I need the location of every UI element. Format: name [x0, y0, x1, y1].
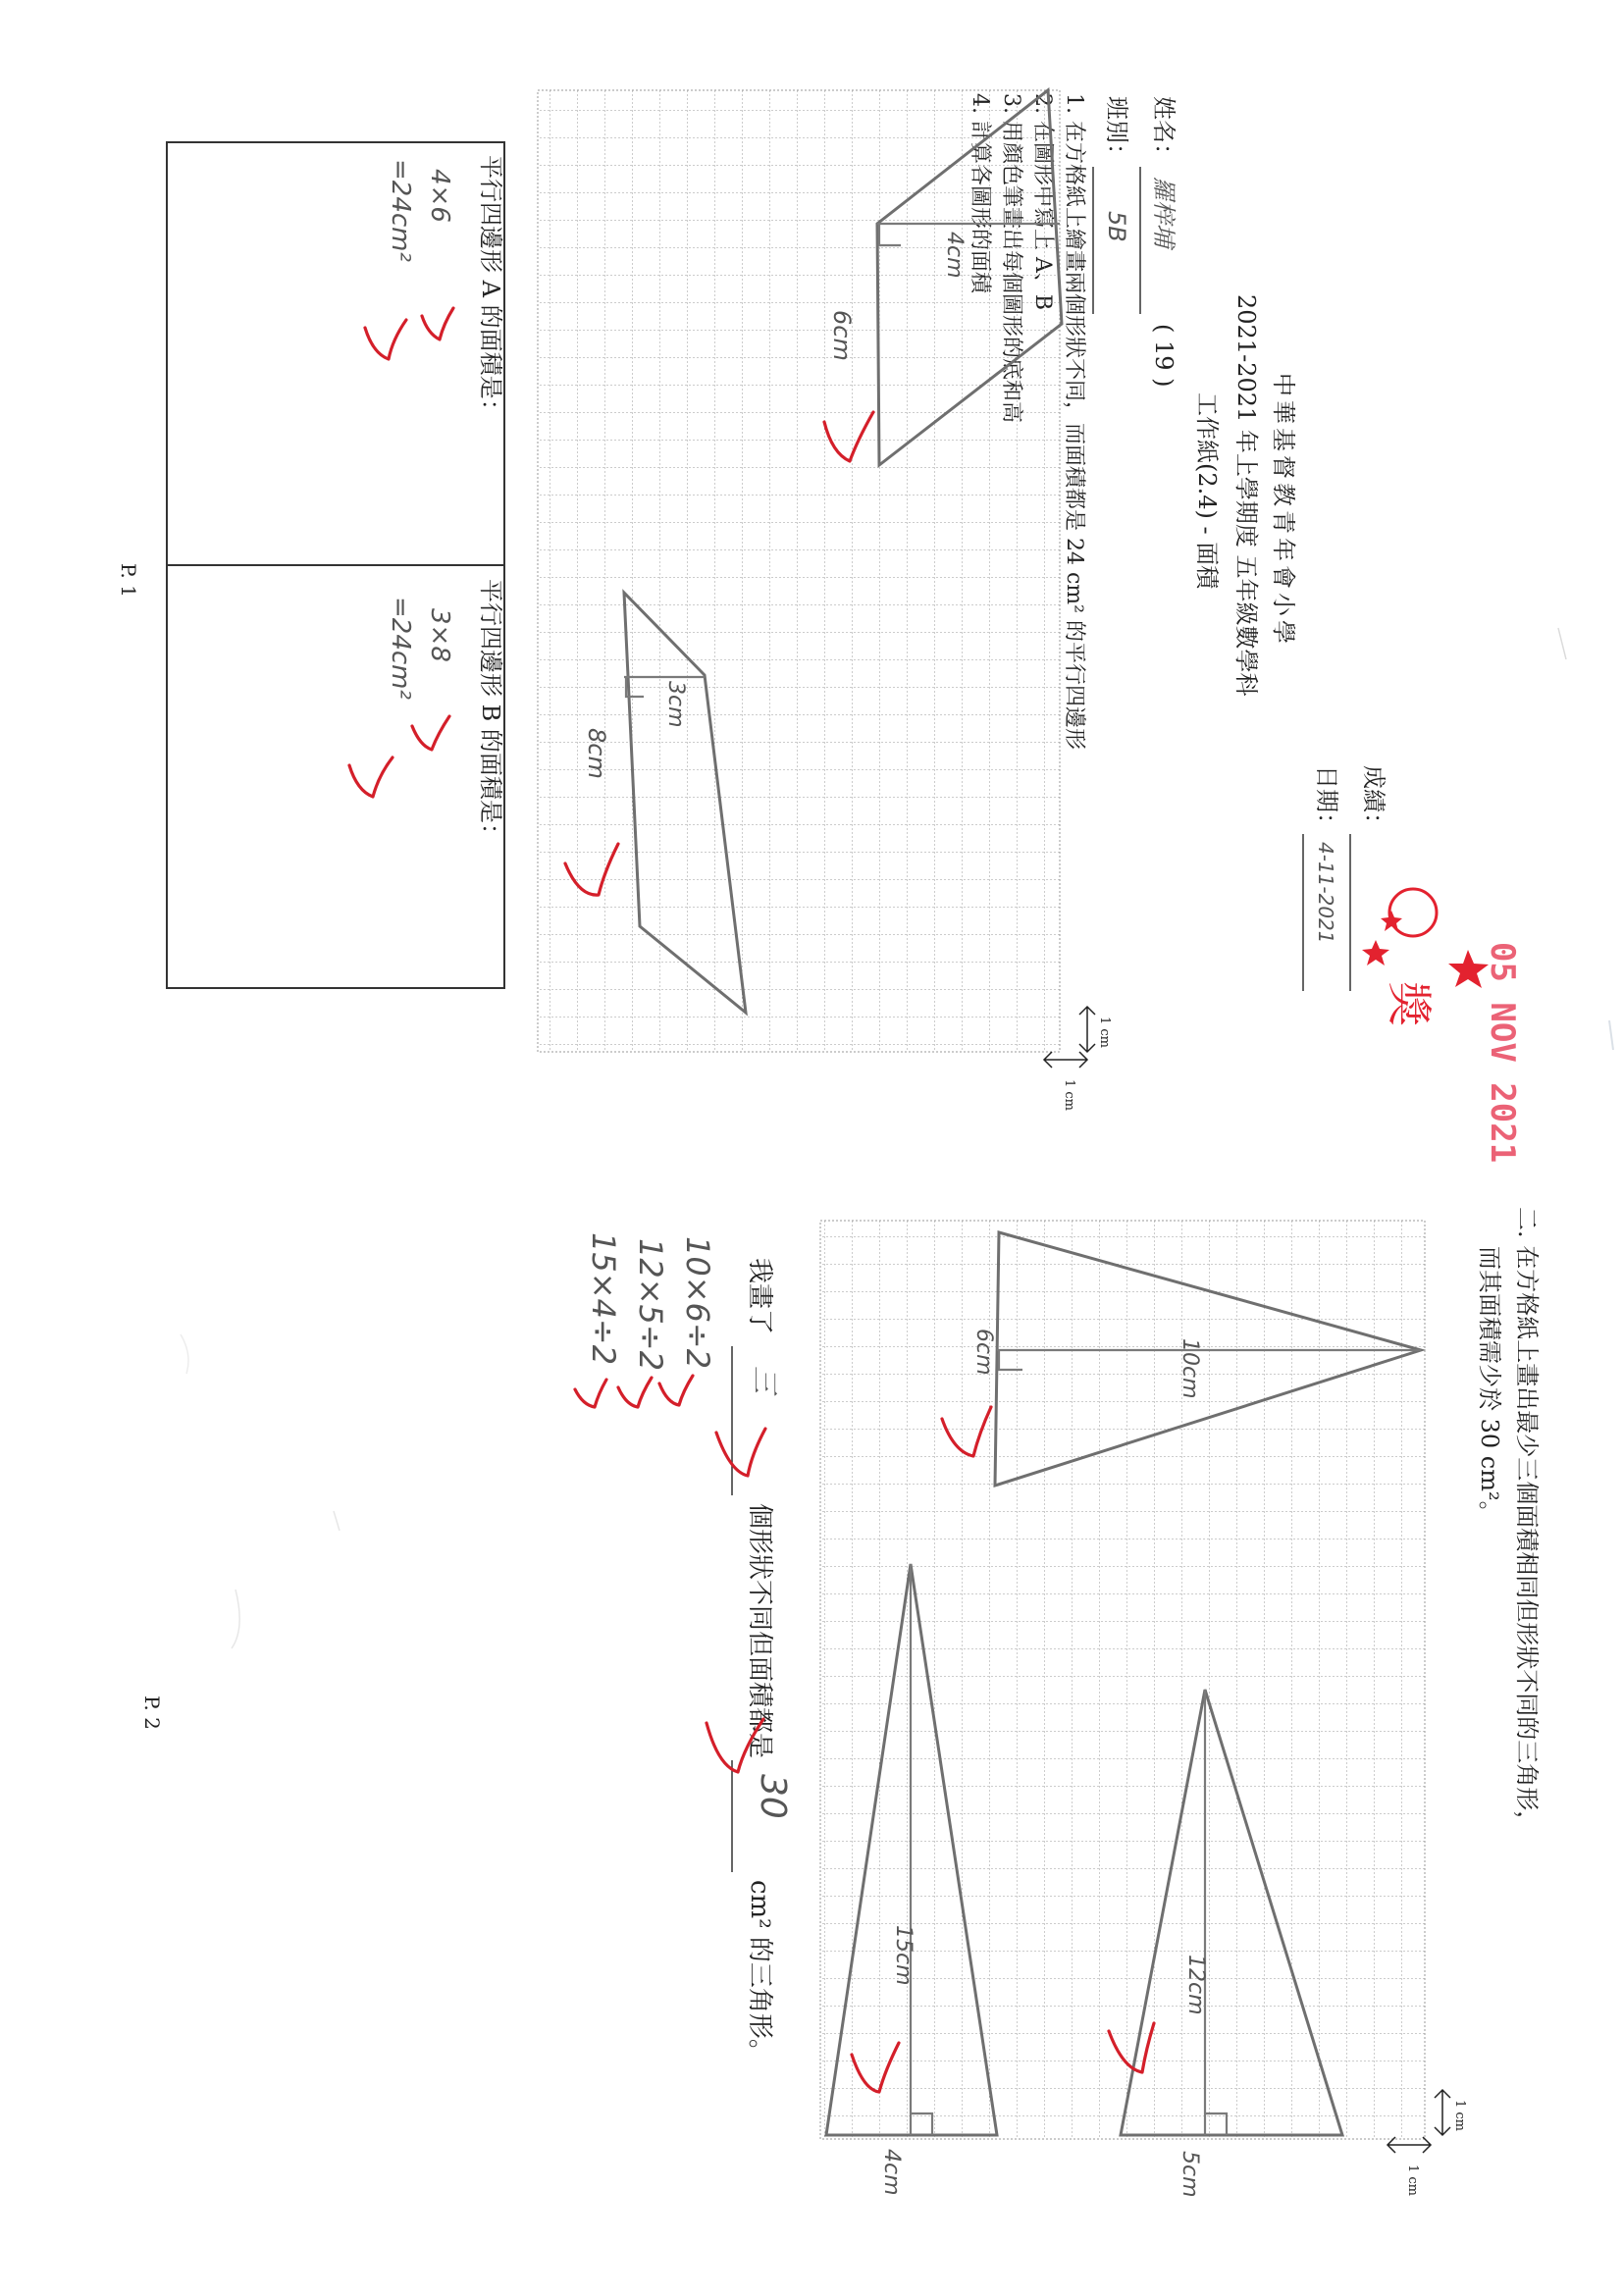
- triangle-2-height: 15cm: [891, 1925, 916, 1986]
- scale-horizontal-label-2: 1 cm: [1405, 2165, 1420, 2197]
- sentence-count: 三: [749, 1366, 781, 1394]
- answer-b-work-2: =24cm²: [386, 597, 415, 700]
- check-mark-icon: [659, 1376, 693, 1405]
- date-value: 4-11-2021: [1314, 842, 1337, 944]
- page-number-1: P. 1: [117, 563, 140, 598]
- triangle-3-height: 12cm: [1183, 1955, 1208, 2015]
- date-label: 日期：: [1313, 765, 1340, 836]
- answer-a-work-2: =24cm²: [386, 159, 415, 262]
- triangle-1-base: 6cm: [971, 1329, 996, 1376]
- worksheet-title: 工作紙(2.4) - 面積: [1193, 392, 1221, 590]
- scale-vertical-label: 1 cm: [1097, 1017, 1112, 1049]
- sentence-area: 30: [753, 1774, 793, 1819]
- praise-stamp-text: 獎: [1383, 981, 1436, 1026]
- sentence-middle: 個形狀不同但面積都是: [745, 1503, 774, 1759]
- instruction-1: 1. 在方格紙上繪畫兩個形狀不同，而面積都是 24 cm² 的平行四邊形: [1062, 93, 1086, 750]
- parallelogram-a-base: 6cm: [828, 310, 856, 361]
- calculation-3: 15×4÷2: [585, 1232, 622, 1366]
- page2-answer-sentence: [707, 1258, 793, 2064]
- praise-stamp: [1362, 889, 1489, 1026]
- parallelogram-a-height: 4cm: [942, 232, 967, 279]
- page1-grid: [538, 90, 1060, 1052]
- page1-header: [1093, 96, 1387, 991]
- name-value: 羅梓埔: [1150, 177, 1178, 247]
- star-icon: [1448, 950, 1489, 988]
- sentence-suffix: cm² 的三角形。: [745, 1880, 774, 2064]
- page2-question: [1476, 1207, 1541, 1834]
- answer-b-work-1: 3×8: [425, 608, 454, 662]
- page2-calculations: [575, 1232, 716, 1407]
- scale-vertical-label-2: 1 cm: [1452, 2100, 1467, 2132]
- page-number-2: P. 2: [140, 1696, 164, 1730]
- calculation-2: 12×5÷2: [632, 1238, 669, 1372]
- answer-b-heading: 平行四邊形 B 的面積是：: [477, 579, 504, 847]
- question-line-2: 而其面積需少於 30 cm²。: [1476, 1246, 1503, 1525]
- check-mark-icon: [716, 1429, 765, 1476]
- check-mark-icon: [575, 1380, 606, 1407]
- answer-a-work-1: 4×6: [425, 169, 454, 223]
- star-icon: [1381, 911, 1402, 931]
- class-value: 5B: [1103, 211, 1130, 242]
- question-line-1: 二. 在方格紙上畫出最少三個面積相同但形狀不同的三角形，: [1513, 1207, 1541, 1835]
- answer-a-heading: 平行四邊形 A 的面積是：: [477, 155, 504, 423]
- received-date-stamp: 05 NOV 2021: [1483, 942, 1522, 1164]
- check-mark-icon: [365, 320, 406, 359]
- triangle-2-base: 4cm: [879, 2149, 904, 2196]
- triangle-3-base: 5cm: [1178, 2151, 1202, 2198]
- check-mark-icon: [349, 757, 393, 797]
- page1-answer-box: [167, 142, 504, 988]
- check-mark-icon: [412, 716, 449, 750]
- parallelogram-b-height: 3cm: [663, 681, 688, 728]
- class-label: 班別：: [1103, 96, 1130, 167]
- score-label: 成績：: [1360, 765, 1387, 836]
- parallelogram-b-base: 8cm: [583, 728, 610, 779]
- name-label: 姓名：: [1150, 96, 1178, 167]
- check-mark-icon: [422, 308, 453, 339]
- sentence-prefix: 我畫了: [745, 1258, 774, 1335]
- scale-horizontal-label: 1 cm: [1062, 1079, 1076, 1112]
- class-number: ( 19 ): [1150, 324, 1178, 388]
- triangle-1-height: 10cm: [1178, 1338, 1202, 1399]
- check-mark-icon: [618, 1378, 652, 1407]
- calculation-1: 10×6÷2: [679, 1236, 716, 1370]
- term-line: 2021-2021 年上學期度 五年級數學科: [1232, 294, 1260, 697]
- school-name: 中華基督教青年會小學: [1270, 373, 1297, 648]
- star-icon: [1362, 940, 1389, 965]
- received-stamp: [1483, 942, 1522, 1163]
